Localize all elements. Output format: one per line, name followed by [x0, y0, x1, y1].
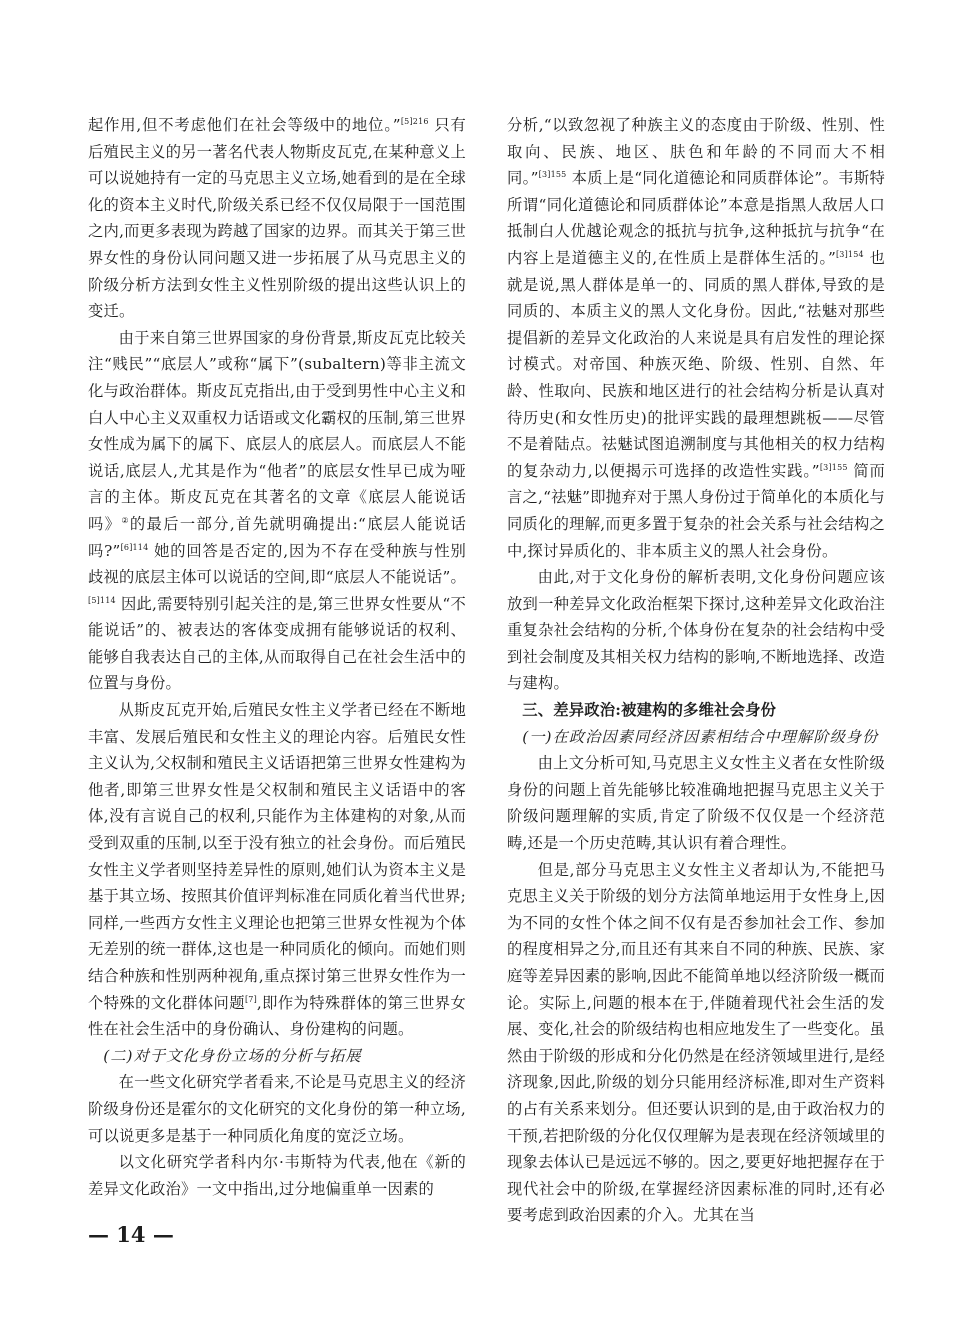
paragraph: 分析,“以致忽视了种族主义的态度由于阶级、性别、性取向、民族、地区、肤色和年龄的不同而大不相同。”$^{[3]155}$ 本质上是“同化道德论和同质群体论”。韦斯特所谓“同化道德论和同质群体论”本意是指黑人敌居人口抵制白人优越论观念的抵抗与抗争,这种抵抗与抗争“在内容上是道德主义的,在性质上是群体生活的。”$^{[3]154}$ 也就是说,黑人群体是单一的、同质的黑人群体,导致的是同质的、本质主义的黑人文化身份。因此,“祛魅对那些提倡新的差异文化政治的人来说是具有启发性的理论探讨模式。对帝国、种族灭绝、阶级、性别、自然、年龄、性取向、民族和地区进行的社会结构分析是认真对待历史(和女性历史)的批评实践的最理想跳板——尽管不是着陆点。祛魅试图追溯制度与其他相关的权力结构的复杂动力,以便揭示可选择的改造性实践。”$^{[3]155}$ 简而言之,“祛魅”即抛弃对于黑人身份过于简单化的本质化与同质化的理解,而更多置于复杂的社会关系与社会结构之中,探讨异质化的、非本质主义的黑人社会身份。	[507, 116, 886, 560]
paragraph: 起作用,但不考虑他们在社会等级中的地位。”$^{[5]216}$ 只有后殖民主义的另一著名代表人物斯皮瓦克,在某种意义上可以说她持有一定的马克思主义立场,她看到的是在全球化的资本主义时代,阶级关系已经不仅仅局限于一国范围之内,而更多表现为跨越了国家的边界。而其关于第三世界女性的身份认同问题又进一步拓展了从马克思主义的阶级分析方法到女性主义性别阶级的提出这些认识上的变迁。	[88, 116, 467, 321]
paragraph: 由于来自第三世界国家的身份背景,斯皮瓦克比较关注“贱民”“底层人”或称“属下”(subaltern)等非主流文化与政治群体。斯皮瓦克指出,由于受到男性中心主义和白人中心主义双重权力话语或文化霸权的压制,第三世界女性成为属下的属下、底层人的底层人。而底层人不能说话,底层人,尤其是作为“他者”的底层女性早已成为哑言的主体。斯皮瓦克在其著名的文章《底层人能说话吗》②的最后一部分,首先就明确提出:“底层人能说话吗?”$^{[6]114}$ 她的回答是否定的,因为不存在受种族与性别歧视的底层主体可以说话的空间,即“底层人不能说话”。$^{[5]114}$ 因此,需要特别引起关注的是,第三世界女性要从“不能说话”的、被表达的客体变成拥有能够说话的权利、能够自我表达自己的主体,从而取得自己在社会生活中的位置与身份。	[88, 328, 467, 693]
paragraph: 但是,部分马克思主义女性主义者却认为,不能把马克思主义关于阶级的划分方法简单地运用于女性身上,因为不同的女性个体之间不仅有是否参加社会工作、参加的程度相异之分,而且还有其来自不同的种族、民族、家庭等差异因素的影响,因此不能简单地以经济阶级一概而论。实际上,问题的根本在于,伴随着现代社会生活的发展、变化,社会的阶级结构也相应地发生了一些变化。虽然由于阶级的形成和分化仍然是在经济领域里进行,是经济现象,因此,阶级的划分只能用经济标准,即对生产资料的占有关系来划分。但还要认识到的是,由于政治权力的干预,若把阶级的分化仅仅理解为是表现在经济领域里的现象去体认已是远远不够的。因之,要更好地把握存在于现代社会中的阶级,在掌握经济因素标准的同时,还有必要考虑到政治因素的介入。尤其在当	[507, 860, 885, 1225]
left-column	[88, 112, 466, 1202]
paragraph: 由此,对于文化身份的解析表明,文化身份问题应该放到一种差异文化政治框架下探讨,这种差异文化政治注重复杂社会结构的分析,个体身份在复杂的社会结构中受到社会制度及其相关权力结构的影响,不断地选择、改造与建构。	[507, 568, 885, 693]
subsection-heading: (一)在政治因素同经济因素相结合中理解阶级身份	[522, 727, 879, 746]
page-number: — 14 —	[88, 1222, 174, 1247]
paragraph: 在一些文化研究学者看来,不论是马克思主义的经济阶级身份还是霍尔的文化研究的文化身份的第一种立场,可以说更多是基于一种同质化角度的宽泛立场。	[88, 1073, 466, 1145]
paragraph: 由上文分析可知,马克思主义女性主义者在女性阶级身份的问题上首先能够比较准确地把握马克思主义关于阶级问题理解的实质,肯定了阶级不仅仅是一个经济范畴,还是一个历史范畴,其认识有着合理性。	[507, 754, 885, 853]
section-heading: 三、差异政治:被建构的多维社会身份	[522, 701, 777, 720]
right-column	[507, 112, 885, 1229]
paragraph: 从斯皮瓦克开始,后殖民女性主义学者已经在不断地丰富、发展后殖民和女性主义的理论内容。后殖民女性主义认为,父权制和殖民主义话语把第三世界女性建构为他者,即第三世界女性是父权制和殖民主义话语中的客体,没有言说自己的权利,只能作为主体建构的对象,从而受到双重的压制,以至于没有独立的社会身份。而后殖民女性主义学者则坚持差异性的原则,她们认为资本主义是基于其立场、按照其价值评判标准在同质化着当代世界;同样,一些西方女性主义理论也把第三世界女性视为个体无差别的统一群体,这也是一种同质化的倾向。而她们则结合种族和性别两种视角,重点探讨第三世界女性作为一个特殊的文化群体问题[7],即作为特殊群体的第三世界女性在社会生活中的身份确认、身份建构的问题。	[88, 701, 466, 1039]
paragraph: 以文化研究学者科内尔·韦斯特为代表,他在《新的差异文化政治》一文中指出,过分地偏重单一因素的	[88, 1153, 466, 1198]
subsection-heading: (二)对于文化身份立场的分析与拓展	[103, 1046, 362, 1065]
